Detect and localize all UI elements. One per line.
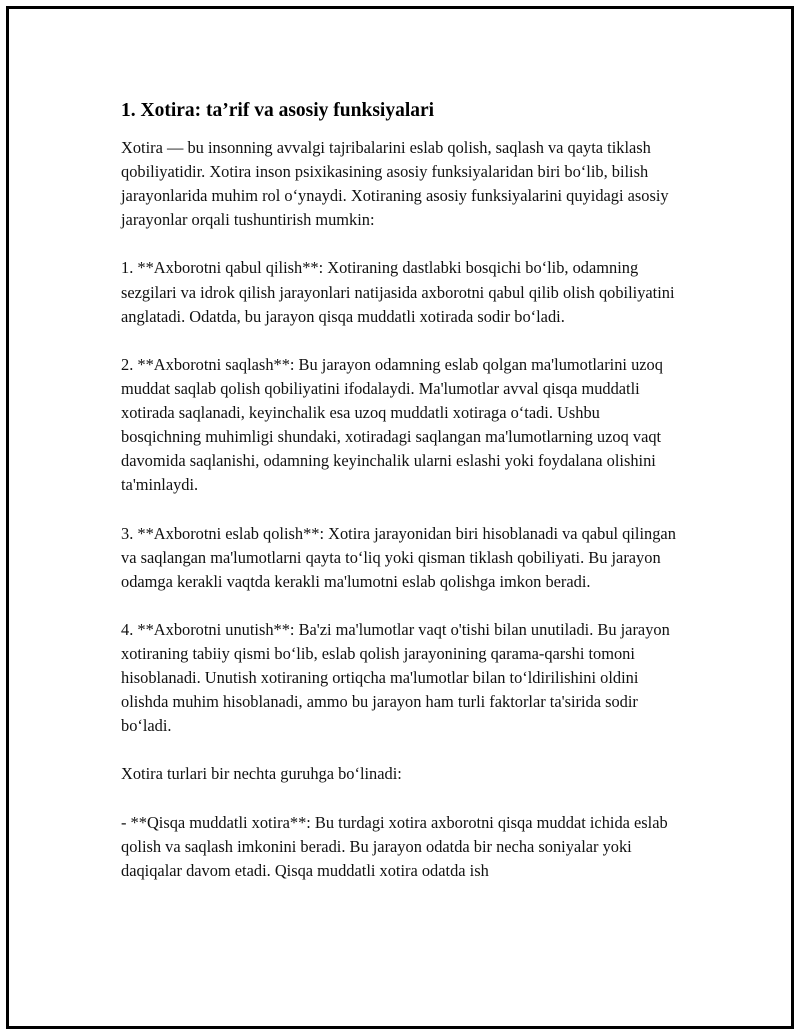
- list-item-forget: 4. **Axborotni unutish**: Ba'zi ma'lumotlar vaqt o'tishi bilan unutiladi. Bu jarayon xotiraning tabiiy qismi bo‘lib, eslab qolish jarayonining qarama-qarshi tomoni hisoblanadi. Unutish xotiraning ortiqcha ma'lumotlar bilan to‘ldirilishini oldini olishda muhim hisoblanadi, ammo bu jarayon ham turli faktorlar ta'sirida sodir bo‘ladi.: [121, 619, 670, 736]
- list-item-store: 2. **Axborotni saqlash**: Bu jarayon odamning eslab qolgan ma'lumotlarini uzoq muddat saqlab qolish qobiliyatini ifodalaydi. Ma'lumotlar avval qisqa muddatli xotirada saqlanadi, keyinchalik esa uzoq muddatli xotiraga o‘tadi. Ushbu bosqichning muhimligi shundaki, xotiradagi saqlangan ma'lumotlarning uzoq vaqt davomida saqlanishi, odamning keyinchalik ularni eslashi yoki foydalana olishini ta'minlaydi.: [121, 354, 663, 495]
- document-body: [121, 99, 681, 883]
- page-frame: [6, 6, 794, 1029]
- intro-paragraph: Xotira — bu insonning avvalgi tajribalarini eslab qolish, saqlash va qayta tiklash qobiliyatidir. Xotira inson psixikasining asosiy funksiyalaridan biri bo‘lib, bilish jarayonlarida muhim rol o‘ynaydi. Xotiraning asosiy funksiyalarini quyidagi asosiy jarayonlar orqali tushuntirish mumkin:: [121, 138, 669, 230]
- memory-types-intro: Xotira turlari bir nechta guruhga bo‘linadi:: [121, 764, 402, 784]
- list-item-recall: 3. **Axborotni eslab qolish**: Xotira jarayonidan biri hisoblanadi va qabul qilingan va saqlangan ma'lumotlarni qayta to‘liq yoki qisman tiklash qobiliyati. Bu jarayon odamga kerakli vaqtda kerakli ma'lumotni eslab qolishga imkon beradi.: [121, 523, 676, 591]
- document-title: 1. Xotira: ta’rif va asosiy funksiyalari: [121, 100, 435, 121]
- bullet-short-term-memory: - **Qisqa muddatli xotira**: Bu turdagi xotira axborotni qisqa muddat ichida eslab qolish va saqlash imkonini beradi. Bu jarayon odatda bir necha soniyalar yoki daqiqalar davom etadi. Qisqa muddatli xotira odatda ish: [121, 812, 668, 880]
- list-item-receive: 1. **Axborotni qabul qilish**: Xotiraning dastlabki bosqichi bo‘lib, odamning sezgilari va idrok qilish jarayonlari natijasida axborotni qabul qilib olish qobiliyatini anglatadi. Odatda, bu jarayon qisqa muddatli xotirada sodir bo‘ladi.: [121, 258, 675, 326]
